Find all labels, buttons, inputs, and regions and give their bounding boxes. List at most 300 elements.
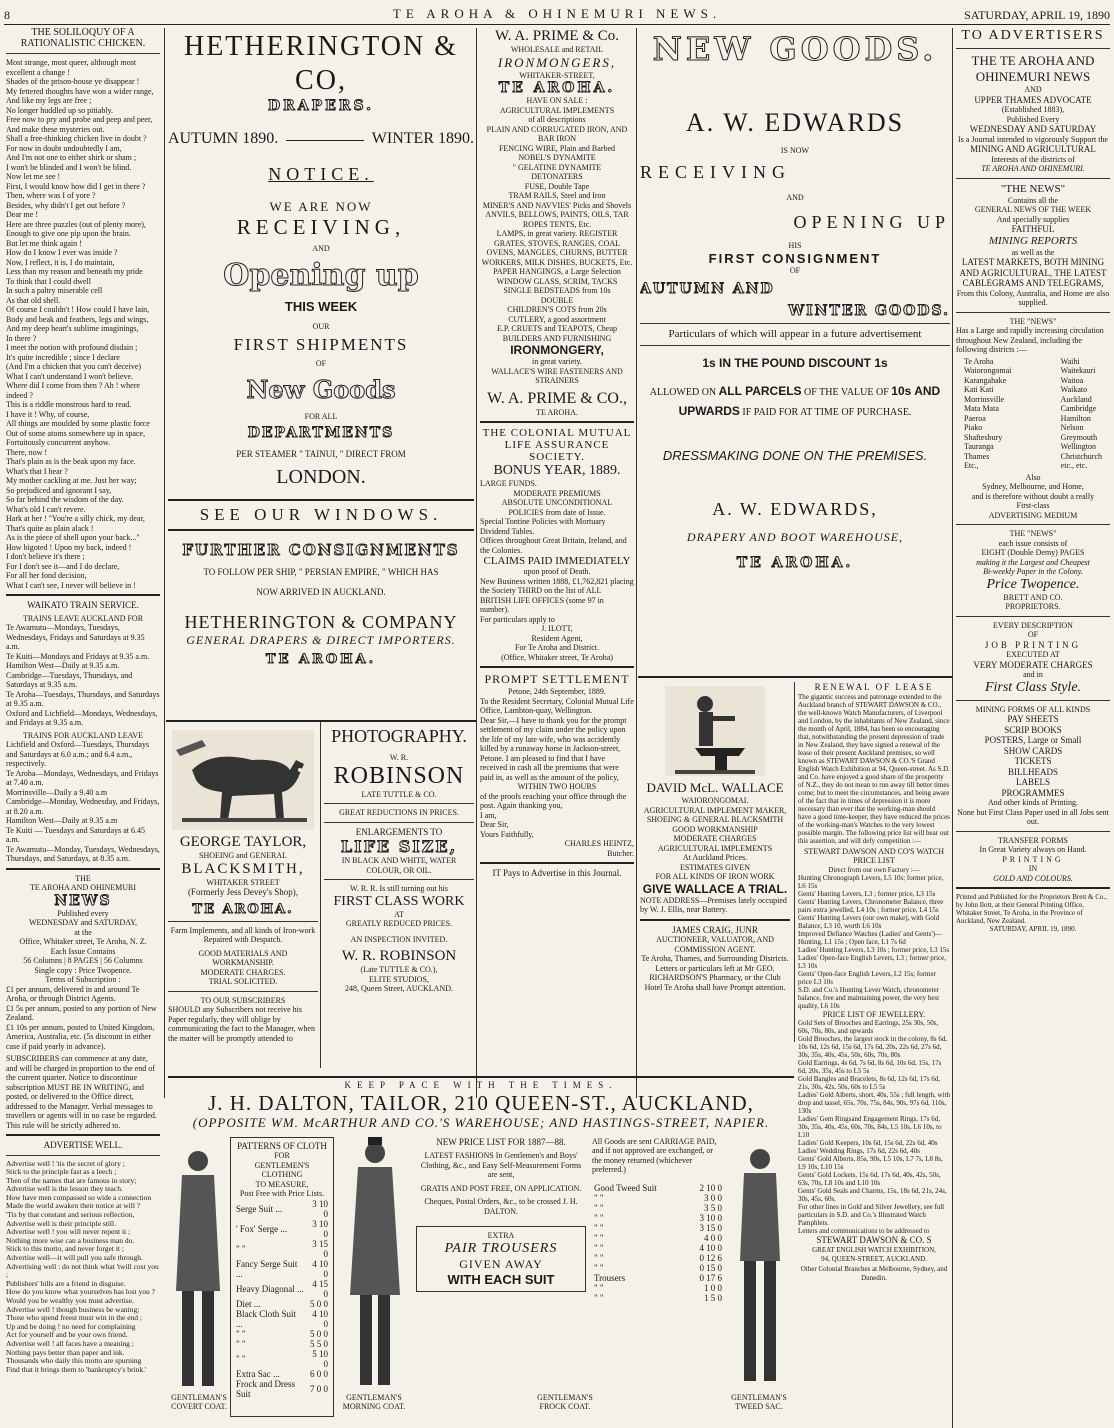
adv-price: Price Twopence.	[986, 576, 1080, 592]
district-name: Greymouth	[1060, 432, 1098, 442]
poem-line: 'Tis by that constant and serious reflection,	[6, 1210, 135, 1220]
heth-arrived: NOW ARRIVED IN AUCKLAND.	[256, 587, 386, 597]
poem-line: Then, where was I of yore ?	[6, 191, 96, 200]
colonial-agent: J. ILOTT,	[541, 624, 573, 633]
watch-price-entry: Ladies' Open-face English Levers, L3 ; former price, L3 10s	[798, 953, 947, 970]
item-price: 1 0 0	[704, 1282, 722, 1293]
dalton-carriage: All Goods are sent CARRIAGE PAID, and if not approved are exchanged, or the money returned (whichever preferred.)	[592, 1136, 717, 1174]
adv-each: each issue consists of	[998, 538, 1068, 548]
blacksmith-horse-illustration	[172, 730, 314, 830]
lease-items	[798, 874, 950, 1010]
edwards-allowed-a: ALLOWED ON	[649, 387, 717, 398]
item-name: Diet ...	[236, 1298, 261, 1309]
adv-printing: PRINTING	[1002, 854, 1064, 864]
item-name: ' Fox' Serge ...	[236, 1223, 288, 1234]
heth-first: FIRST SHIPMENTS	[233, 335, 409, 354]
price-row	[234, 1259, 330, 1279]
district-name: Waikato	[1060, 385, 1088, 394]
patterns-box	[230, 1137, 334, 1417]
item-name: Trousers	[594, 1272, 626, 1283]
adv-style: First Class Style.	[984, 679, 1082, 695]
lease-body: The gigantic success and patronage extended to the Auckland branch of STEWART DAWSON & CO., the well-known Watch Manufacturers, of Liverpool and London, by the inhabitants of New Zealand, since the month of April, 1884, has been so encouraging that, notwithstanding the present depression of trade in New Zealand, they have signed a renewal of the lease of their present Auckland premises, so well known as STEWART DAWSON & CO.'S Grand English Watch Exhibition at 94, Queen-street. As S.D. and Co. have enjoyed a good share of the prosperity of N.Z., they do not mean to run away till better times come; but to meet the circumstances, and being aware of the fact that in times of depression it is more necessary than ever that the working-man should have a good time-keeper, they have reduced the prices of the working-man's Watches to the very lowest possible margin. The following price list will bear out this assertion, and will defy competition :—	[798, 692, 950, 845]
poem-line: Advertise well—it will pull you safe through.	[6, 1253, 143, 1263]
advertise-title: ADVERTISE WELL.	[43, 1140, 123, 1150]
notice-columns: 56 Columns | 8 PAGES | 56 Columns	[23, 956, 143, 965]
poem-line: How do you know what yourselves has lost you ?	[6, 1287, 155, 1297]
photo-title: PHOTOGRAPHY.	[331, 726, 467, 746]
prime-wallace: WALLACE'S WIRE FASTENERS AND STRAINERS	[491, 366, 623, 385]
lease-footer: STEWART DAWSON & CO. S	[816, 1235, 932, 1245]
heth-opening: Opening up	[223, 257, 419, 293]
poem-line: How do I know I ever was inside ?	[6, 248, 118, 257]
item-price: 2 10 0	[699, 1182, 722, 1193]
price-row	[234, 1239, 330, 1259]
item-price: 3 10 0	[312, 1218, 328, 1239]
train-entry: Te Kuiti—Mondays and Fridays at 9.35 a.m.	[6, 651, 150, 661]
heth-departments: DEPARTMENTS	[247, 425, 395, 441]
colonial-claims: CLAIMS PAID IMMEDIATELY	[483, 555, 631, 567]
heth-for-all: FOR ALL	[304, 411, 338, 421]
edwards-drapery: DRAPERY AND BOOT WAREHOUSE,	[686, 530, 904, 544]
poem-line: This is a riddle monstrous hard to read.	[6, 400, 132, 409]
train-entry: Hamilton West—Daily at 9.35 a.m	[6, 816, 118, 825]
craig-name: JAMES CRAIG, JUNR	[672, 924, 758, 935]
prime-item: DOUBLE	[540, 295, 574, 305]
train-entry: Te Awamutu—Mondays, Tuesdays, Wednesdays, Fridays and Saturdays at 9.35 a.m.	[6, 623, 145, 651]
poem-line: What I can't see, I never will believe in !	[6, 580, 136, 590]
colonial-apply: For particulars apply to	[480, 614, 555, 624]
prime-town: TE AROHA.	[498, 80, 616, 96]
poem-line: Would you be wealthy you must advertise.	[6, 1296, 134, 1305]
district-name: Waitekauri	[1060, 366, 1096, 375]
prime-have: HAVE ON SALE :	[526, 96, 588, 105]
terms-entry: £1 per annum, delivered in and around Te Aroha, or through District Agents.	[6, 984, 140, 1003]
poem-line: Besides, why didn't I get out before ?	[6, 200, 126, 210]
imprint: Printed and Published for the Proprietors Brett & Co., by John Ilott, at their General Printing Office, Whitaker Street, Te Aroha, in the Province of Auckland, New Zealand.	[956, 893, 1107, 925]
poem-line: Advertise well ! all faces have a meaning ;	[6, 1338, 134, 1348]
item-price: 4 10 0	[312, 1258, 328, 1279]
edwards-ad	[640, 30, 950, 670]
adv-paper: THE TE AROHA AND OHINEMURI NEWS	[971, 53, 1095, 84]
poem-line: I meet the notion with profound disdain ;	[6, 343, 138, 352]
prompt-yours: Yours Faithfully,	[480, 829, 534, 839]
item-name: Heavy Diagonal ...	[236, 1283, 304, 1294]
poem-line: My mother cackling at me. Just her way;	[6, 476, 137, 485]
colonial-policies: POLICIES from date of Issue.	[508, 507, 606, 517]
dalton-pair: PAIR TROUSERS	[444, 1240, 558, 1256]
heth-we-are-now: WE ARE NOW	[269, 199, 373, 214]
colonial-upon: upon proof of Death.	[523, 567, 591, 576]
divider	[638, 676, 952, 678]
poem-line: Enough to give one pip upon the brain.	[6, 229, 131, 238]
wallace-agri: AGRICULTURAL IMPLEMENT MAKER,	[643, 805, 787, 815]
item-price: 5 10 0	[312, 1348, 328, 1369]
trousers-box	[416, 1226, 586, 1292]
poem-line: Hark at her ! "You're a silly chick, my dear,	[6, 514, 145, 523]
colonial-absolute: ABSOLUTE UNCONDITIONAL	[501, 498, 613, 507]
district-name: Wellington	[1060, 442, 1097, 451]
prime-item: FUSE, Double Tape	[524, 181, 590, 191]
poem-line: Shall a free-thinking chicken live in doubt ?	[6, 134, 147, 143]
district-name: Tauranga	[964, 442, 994, 451]
poem-line: Nothing pays better than paper and ink.	[6, 1347, 125, 1357]
form-item: POSTERS, Large or Small	[984, 735, 1082, 745]
edwards-autumn: AUTUMN AND	[640, 281, 775, 297]
form-item: TICKETS	[1014, 756, 1052, 766]
waikato-head-2: TRAINS FOR AUCKLAND LEAVE	[22, 730, 144, 740]
district-name: Nelson	[1060, 423, 1084, 432]
lease-price-head: STEWART DAWSON AND CO'S WATCH PRICE LIST	[803, 846, 945, 865]
district-name: Piako	[964, 423, 983, 432]
price-row	[592, 1203, 724, 1213]
adv-days: WEDNESDAY AND SATURDAY	[969, 124, 1097, 134]
train-entry: Hamilton West—Daily at 9.35 a.m.	[6, 661, 120, 670]
taylor-formerly: (Formerly Jess Devey's Shop),	[187, 887, 299, 897]
item-price: 4 10 0	[699, 1242, 722, 1253]
imprint-date: SATURDAY, APRIL 19, 1890.	[989, 925, 1077, 933]
lease-ad	[798, 682, 950, 1426]
adv-circ: Has a Large and rapidly increasing circulation throughout New Zealand, including the following districts :—	[956, 326, 1104, 354]
item-price: 4 10 0	[312, 1308, 328, 1329]
price-row	[592, 1293, 724, 1303]
dalton-cap-left: GENTLEMAN'S COVERT COAT.	[171, 1392, 227, 1411]
prime-item: DETONATERS	[531, 172, 583, 181]
heth-new-goods: New Goods	[246, 374, 396, 404]
train-entry: Lichfield and Oxford—Tuesdays, Thursdays and Saturdays at 6.0 a.m.; and 6.4 a.m., respectively.	[6, 740, 150, 768]
colonial-offices: Offices throughout Great Britain, Ireland, and the Colonies.	[480, 536, 627, 555]
prime-name2: W. A. PRIME & CO.,	[487, 389, 627, 407]
heth-and: AND	[312, 244, 330, 253]
heth-steamer: PER STEAMER " TAINUI, " DIRECT FROM	[236, 449, 406, 459]
form-item: SHOW CARDS	[1003, 745, 1063, 756]
prompt-within: WITHIN TWO HOURS	[517, 782, 597, 791]
poem-title: THE SOLILOQUY OF A RATIONALISTIC CHICKEN.	[20, 28, 146, 49]
lease-jewel-items	[798, 1019, 950, 1235]
price-row	[234, 1219, 330, 1239]
edwards-receiving: RECEIVING	[640, 161, 791, 182]
jewel-price-entry: For other lines in Gold and Silver Jewellery, see full particulars in S.D. and Co.'s Illustrated Watch Pamphlets.	[798, 1203, 945, 1227]
poem-line: What I can't understand I won't believe.	[6, 371, 134, 381]
poem-line: That's quite as plain alack !	[6, 523, 94, 533]
edwards-upwards-b: IF PAID FOR AT TIME OF PURCHASE.	[742, 407, 912, 418]
form-item: LABELS	[1015, 777, 1050, 787]
prompt-place: Petone, 24th September, 1889.	[508, 687, 606, 696]
notice-single: Single copy : Price Twopence.	[34, 965, 132, 975]
column-rule	[164, 28, 165, 1098]
prime-item: MINER'S AND NAVVIES' Picks and Shovels	[482, 200, 632, 210]
price-row	[234, 1349, 330, 1369]
prime-item: CHILDREN'S COTS from 20s	[507, 305, 607, 314]
edwards-first: FIRST CONSIGNMENT	[708, 250, 882, 266]
edwards-his: HIS	[788, 241, 802, 250]
dalton-gratis: GRATIS AND POST FREE, ON APPLICATION.	[420, 1183, 582, 1193]
wallace-give: GIVE WALLACE A TRIAL.	[642, 881, 788, 896]
lease-addr: 94, QUEEN-STREET, AUCKLAND.	[821, 1255, 927, 1263]
jewel-price-entry: Gold Earrings, 4s 6d, 7s 6d, 8s 6d, 10s 6d, 15s, 17s 6d, 20s, 35s, 45s to L5 5s	[798, 1059, 942, 1075]
colonial-moderate: MODERATE PREMIUMS	[513, 488, 601, 498]
prime-street: WHITAKER-STREET,	[519, 70, 595, 80]
adv-supplies: And specially supplies	[996, 214, 1070, 224]
poem-line: And my deep heart's sublime imaginings,	[6, 324, 139, 333]
lease-exhib: GREAT ENGLISH WATCH EXHIBITION,	[812, 1245, 936, 1254]
dalton-cap-4: GENTLEMAN'S TWEED SAC.	[731, 1392, 787, 1411]
price-list-right	[537, 1136, 724, 1419]
price-row	[234, 1329, 330, 1339]
heth-company: HETHERINGTON & COMPANY	[184, 611, 458, 632]
jewel-price-entry: Gold Brooches, the largest stock in the colony, 8s 6d, 10s 6d, 12s 6d, 15s 6d, 17s 6d, 20s, 22s 6d, 27s 6d, 30s, 35s, 40s, 45s, 50s, 60s, 70s, 80s	[798, 1035, 948, 1059]
item-price: 7 0 0	[310, 1383, 328, 1394]
poem-line: Of course I couldn't ! How could I have lain,	[6, 305, 150, 314]
wallace-name: DAVID McL. WALLACE	[646, 780, 784, 795]
prompt-sign: CHARLES HEINTZ,	[564, 839, 634, 848]
item-price: 3 10 0	[699, 1212, 722, 1223]
item-name: " "	[236, 1328, 246, 1339]
adv-sydney: Sydney, Melbourne, and Home,	[982, 482, 1084, 491]
item-price: 3 15 0	[699, 1222, 722, 1233]
heth-receiving: RECEIVING,	[236, 215, 406, 239]
wallace-prices: At Auckland Prices.	[682, 853, 748, 862]
poem-line: Publishers' bills are a friend in disguise.	[6, 1278, 126, 1288]
watch-price-entry: Improved Defiance Watches (Ladies' and Gents')—Hunting, L1 15s ; Open face, L1 7s 6d	[798, 929, 942, 946]
prime-item: NOBEL'S DYNAMITE	[518, 153, 596, 162]
wallace-shoeing: SHOEING & GENERAL BLACKSMITH	[646, 815, 784, 824]
prime-items	[480, 115, 634, 343]
adv-as-well: as well as the	[1011, 247, 1055, 257]
prime-item: ANVILS, BELLOWS, PAINTS, OILS, TAR ROPES TENTS, Etc.	[485, 210, 629, 229]
price-row	[234, 1199, 330, 1219]
price-row	[592, 1233, 724, 1243]
adv-contains: Contains all the	[1007, 195, 1059, 205]
dalton-fashions: LATEST FASHIONS In Gentlemen's and Boys' Clothing, &c., and Easy Self-Measurement Forms are sent,	[420, 1151, 582, 1179]
tweed-sac-figure	[730, 1141, 790, 1391]
taylor-materials: GOOD MATERIALS AND WORKMANSHIP.	[198, 948, 288, 967]
adv-districts-right	[1061, 357, 1102, 471]
adv-also: Also	[1025, 472, 1041, 482]
adv-largest: making it the Largest and Cheapest	[976, 557, 1090, 567]
train-entry: Oxford and Lichfield—Mondays, Wednesdays, and Fridays at 9.35 a.m.	[6, 708, 158, 727]
adv-variety: In Great Variety always on Hand.	[979, 845, 1087, 854]
prime-item: SINGLE BEDSTEADS from 10s	[503, 286, 611, 295]
edwards-is-now: IS NOW	[780, 146, 810, 155]
poem-line: But let me think again !	[6, 238, 82, 248]
subs-text: SHOULD any Subscribers not receive his Paper regularly, they will oblige by communicating the fact to the Manager, when the matter will be promptly attended to	[168, 1005, 315, 1043]
colonial-district: For Te Aroha and District.	[515, 643, 599, 652]
edwards-opening: OPENING UP	[793, 212, 950, 232]
dalton-cap-3: GENTLEMAN'S FROCK COAT.	[537, 1392, 593, 1411]
poem-line: How have men compassed so wide a connection	[6, 1192, 152, 1202]
dalton-post: Post Free with Price Lists.	[239, 1189, 325, 1198]
adv-in: IN	[1028, 864, 1038, 873]
adv-props: PROPRIETORS.	[1005, 602, 1061, 611]
item-name: " "	[236, 1243, 246, 1254]
adv-none: None but First Class Paper used in all Jobs sent out.	[957, 807, 1109, 826]
heth-see-windows: SEE OUR WINDOWS.	[199, 504, 443, 524]
jewel-price-entry: Letters and communications to be addressed to	[798, 1227, 930, 1235]
form-item: BILLHEADS	[1008, 766, 1058, 777]
heth-winter: WINTER 1890.	[371, 130, 474, 147]
poem-line: What's old I can't revere.	[6, 504, 86, 514]
poem-line: Fortuitously concurrent anyhow.	[6, 438, 111, 447]
adv-upper: UPPER THAMES ADVOCATE	[974, 94, 1092, 105]
poem-line: That's plain as is the beak upon my face.	[6, 457, 136, 466]
blacksmith-anvil-illustration	[665, 686, 765, 776]
edwards-town: TE AROHA.	[736, 555, 854, 571]
edwards-allowed-d: 10s AND	[891, 384, 941, 398]
adv-interests: Interests of the districts of	[991, 154, 1075, 164]
dalton-patterns: PATTERNS OF CLOTH	[237, 1140, 327, 1151]
watch-price-entry: Gents' Hunting Levers, L3 ; former price, L3 15s	[798, 889, 936, 898]
form-item: PROGRAMMES	[1001, 787, 1065, 798]
adv-journal: Is a Journal intended to vigorously Support the	[958, 134, 1108, 144]
notice-terms	[6, 985, 160, 1052]
poem-line: It's quite incredible ; since I declare	[6, 352, 120, 362]
price-row	[234, 1369, 330, 1379]
jewel-price-entry: Ladies' Gem Ringsand Engagement Rings, 17s 6d, 30s, 35s, 40s, 45s, 60s, 70s, 84s, L5 10s, L6 10s, to L10	[798, 1115, 942, 1139]
prime-item: of all descriptions	[528, 115, 586, 124]
item-name: Extra Sac ...	[236, 1368, 280, 1379]
district-name: Kati Kati	[964, 385, 994, 394]
poem-line: There, now !	[6, 447, 48, 457]
item-name: Fancy Serge Suit ...	[236, 1258, 298, 1279]
prime-item: PLAIN AND CORRUGATED IRON, AND BAR IRON	[486, 124, 628, 143]
heth-further: FURTHER CONSIGNMENTS	[182, 540, 460, 559]
edwards-new-goods: NEW GOODS.	[652, 30, 938, 68]
poem-line: Stick to this motto, and never forget it ;	[6, 1244, 124, 1254]
adv-districts: TE AROHA AND OHINEMURI.	[981, 164, 1085, 173]
item-name: " "	[236, 1353, 246, 1364]
price-row	[592, 1243, 724, 1253]
district-name: Te Aroha	[964, 356, 994, 366]
poem-line: And I'm not one to either shirk or sham ;	[6, 153, 137, 162]
heth-our: OUR	[312, 321, 330, 331]
item-name: Black Cloth Suit ...	[236, 1308, 297, 1329]
poem-line: For all her fond decision,	[6, 571, 87, 580]
poem-line: Now, I reflect, it is, I do maintain,	[6, 257, 115, 267]
train-entry: Te Kuiti — Tuesdays and Saturdays at 6.45 a.m.	[6, 825, 145, 844]
district-name: Waihi	[1060, 356, 1080, 366]
notice-at-the: at the	[74, 927, 92, 937]
jewel-price-entry: Gold Sets of Brooches and Earrings, 25s 30s, 50s, 60s, 70s, 80s, and upwards	[798, 1019, 939, 1035]
item-name: " "	[594, 1242, 604, 1253]
colonial-office: (Office, Whitaker street, Te Aroha)	[501, 652, 613, 662]
item-price: 1 5 0	[704, 1292, 722, 1303]
heth-of: OF	[315, 359, 327, 368]
edwards-allowed-b: ALL PARCELS	[718, 384, 802, 398]
poem-line: First, I would know how did I get in there ?	[6, 181, 146, 191]
wallace-good: GOOD WORKMANSHIP	[672, 824, 758, 834]
adv-forms-head: MINING FORMS OF ALL KINDS	[975, 704, 1091, 714]
issue-date: SATURDAY, APRIL 19, 1890	[964, 8, 1110, 22]
price-row	[592, 1193, 724, 1203]
district-name: Waiorongomai	[964, 366, 1012, 375]
price-row	[592, 1253, 724, 1263]
adv-the-news: "THE NEWS"	[1000, 182, 1066, 195]
terms-entry: £1 10s per annum, posted to United Kingdom, America, Australia, etc. (5s discount in either case if paid yearly in advance).	[6, 1022, 155, 1051]
adv-mining: MINING AND AGRICULTURAL	[970, 144, 1096, 154]
watch-price-entry: Ladies' Hunting Levers, L3 10s ; former price, L3 15s	[798, 945, 950, 954]
poem-line: Advertise well is their principle still.	[6, 1218, 116, 1228]
taylor-town: TE AROHA.	[192, 901, 294, 917]
poem-line: Advertise well is the lesson they teach.	[6, 1184, 123, 1194]
taylor-trial: TRIAL SOLICITED.	[208, 977, 278, 986]
colonial-resident: Resident Agent,	[531, 633, 583, 643]
poem-line: I have it ! Why, of course,	[6, 409, 90, 419]
prime-item: BUILDERS AND FURNISHING	[502, 333, 612, 343]
item-name: Frock and Dress Suit	[236, 1378, 295, 1399]
adv-reports: MINING REPORTS	[988, 234, 1078, 247]
poem-line: Thousands who daily this motto are spurning	[6, 1356, 142, 1366]
photo-reductions: GREAT REDUCTIONS IN PRICES.	[339, 808, 459, 817]
heth-notice: NOTICE.	[268, 164, 374, 184]
column-rule	[320, 722, 321, 1068]
adv-job: JOB PRINTING	[984, 639, 1082, 650]
adv-transfer: TRANSFER FORMS	[997, 835, 1069, 845]
edwards-winter: WINTER GOODS.	[788, 303, 950, 319]
price-row	[234, 1279, 330, 1299]
watch-price-entry: S.D. and Co.'s Hunting Lever Watch, chronometer balance, free and maintaining power, the very best quality, L6 10s	[798, 985, 940, 1010]
prime-item: PAPER HANGINGS, a Large Selection	[493, 267, 621, 276]
price-row	[234, 1339, 330, 1349]
prime-impl: AGRICULTURAL IMPLEMENTS	[499, 105, 615, 115]
poem-line: Now let me see !	[6, 172, 61, 181]
photo-greatly: GREATLY REDUCED PRICES.	[345, 919, 453, 928]
lease-direct: Direct from our own Factory :—	[828, 865, 920, 874]
item-name: Good Tweed Suit	[594, 1182, 657, 1193]
dalton-cheques: Cheques, Postal Orders, &c., to be crossed J. H. DALTON.	[424, 1197, 578, 1216]
hetherington-ad	[168, 30, 474, 718]
poem-line: Those who spend freest must win in the end ;	[6, 1313, 143, 1323]
poem-line: Stick to the principle fast as a leech ;	[6, 1167, 117, 1177]
watch-price-entry: Gents' Hunting Levers (our own make), with Gold Balance, L3 10, worth L6 10s	[798, 913, 940, 930]
dalton-measure: TO MEASURE,	[255, 1179, 309, 1189]
item-name: " "	[594, 1252, 604, 1263]
adv-faithful: FAITHFUL	[1011, 224, 1055, 234]
item-name: " "	[594, 1292, 604, 1303]
notice-office: Office, Whitaker street, Te Aroha, N. Z.	[19, 937, 147, 946]
train-entry: Te Awamutu—Monday, Tuesdays, Wednesdays, Thursdays, and Saturdays, at 8.35 a.m.	[6, 844, 160, 863]
column-rule	[476, 28, 477, 1098]
lease-other: Other Colonial Branches at Melbourne, Sydney, and Dunedin.	[800, 1264, 948, 1282]
item-price: 3 15 0	[312, 1238, 328, 1259]
item-price: 0 15 0	[699, 1262, 722, 1273]
poem-line: No longer huddled up so pitiably.	[6, 105, 114, 115]
dalton-with: WITH EACH SUIT	[447, 1271, 555, 1287]
poem-line: Advertise well ! 'tis the secret of glory ;	[6, 1158, 125, 1168]
item-name: " "	[236, 1338, 246, 1349]
train-entry: Morrinsville—Daily a 9.40 a.m	[6, 787, 108, 797]
column-rule	[636, 28, 637, 1098]
heth-town: TE AROHA.	[265, 651, 377, 667]
poem-line: And like my legs are free ;	[6, 96, 92, 105]
edwards-dress: DRESSMAKING DONE ON THE PREMISES.	[662, 448, 928, 463]
adv-therefore: and is therefore without doubt a really	[971, 491, 1095, 501]
item-price: 0 17 6	[699, 1272, 722, 1283]
adv-first-class: First-class	[1016, 501, 1050, 510]
item-name: " "	[594, 1202, 604, 1213]
waikato-list-1	[6, 623, 160, 728]
wallace-note: NOTE ADDRESS—Premises lately occupied by W. J. Ellis, near Battery.	[640, 895, 787, 914]
price-row	[234, 1309, 330, 1329]
prime-item: CUTLERY, a good assortment	[508, 314, 606, 324]
prime-item: LAMPS, in great variety. REGISTER GRATES, STOVES, RANGES, COAL OVENS, MANGLES, CHURNS, BUTTER WORKERS, MILK DISHES, BUCKETS, Etc.	[481, 229, 633, 267]
dalton-keep: KEEP PACE WITH THE TIMES.	[344, 1080, 618, 1090]
edwards-particulars: Particulars of which will appear in a future advertisement	[668, 328, 922, 340]
advertise-poem	[6, 1160, 160, 1375]
lease-jewel-head: PRICE LIST OF JEWELLERY.	[822, 1009, 926, 1019]
poem-line: Most strange, most queer, although most excellent a change !	[6, 58, 137, 77]
item-name: " "	[594, 1232, 604, 1243]
item-name: " "	[594, 1282, 604, 1293]
